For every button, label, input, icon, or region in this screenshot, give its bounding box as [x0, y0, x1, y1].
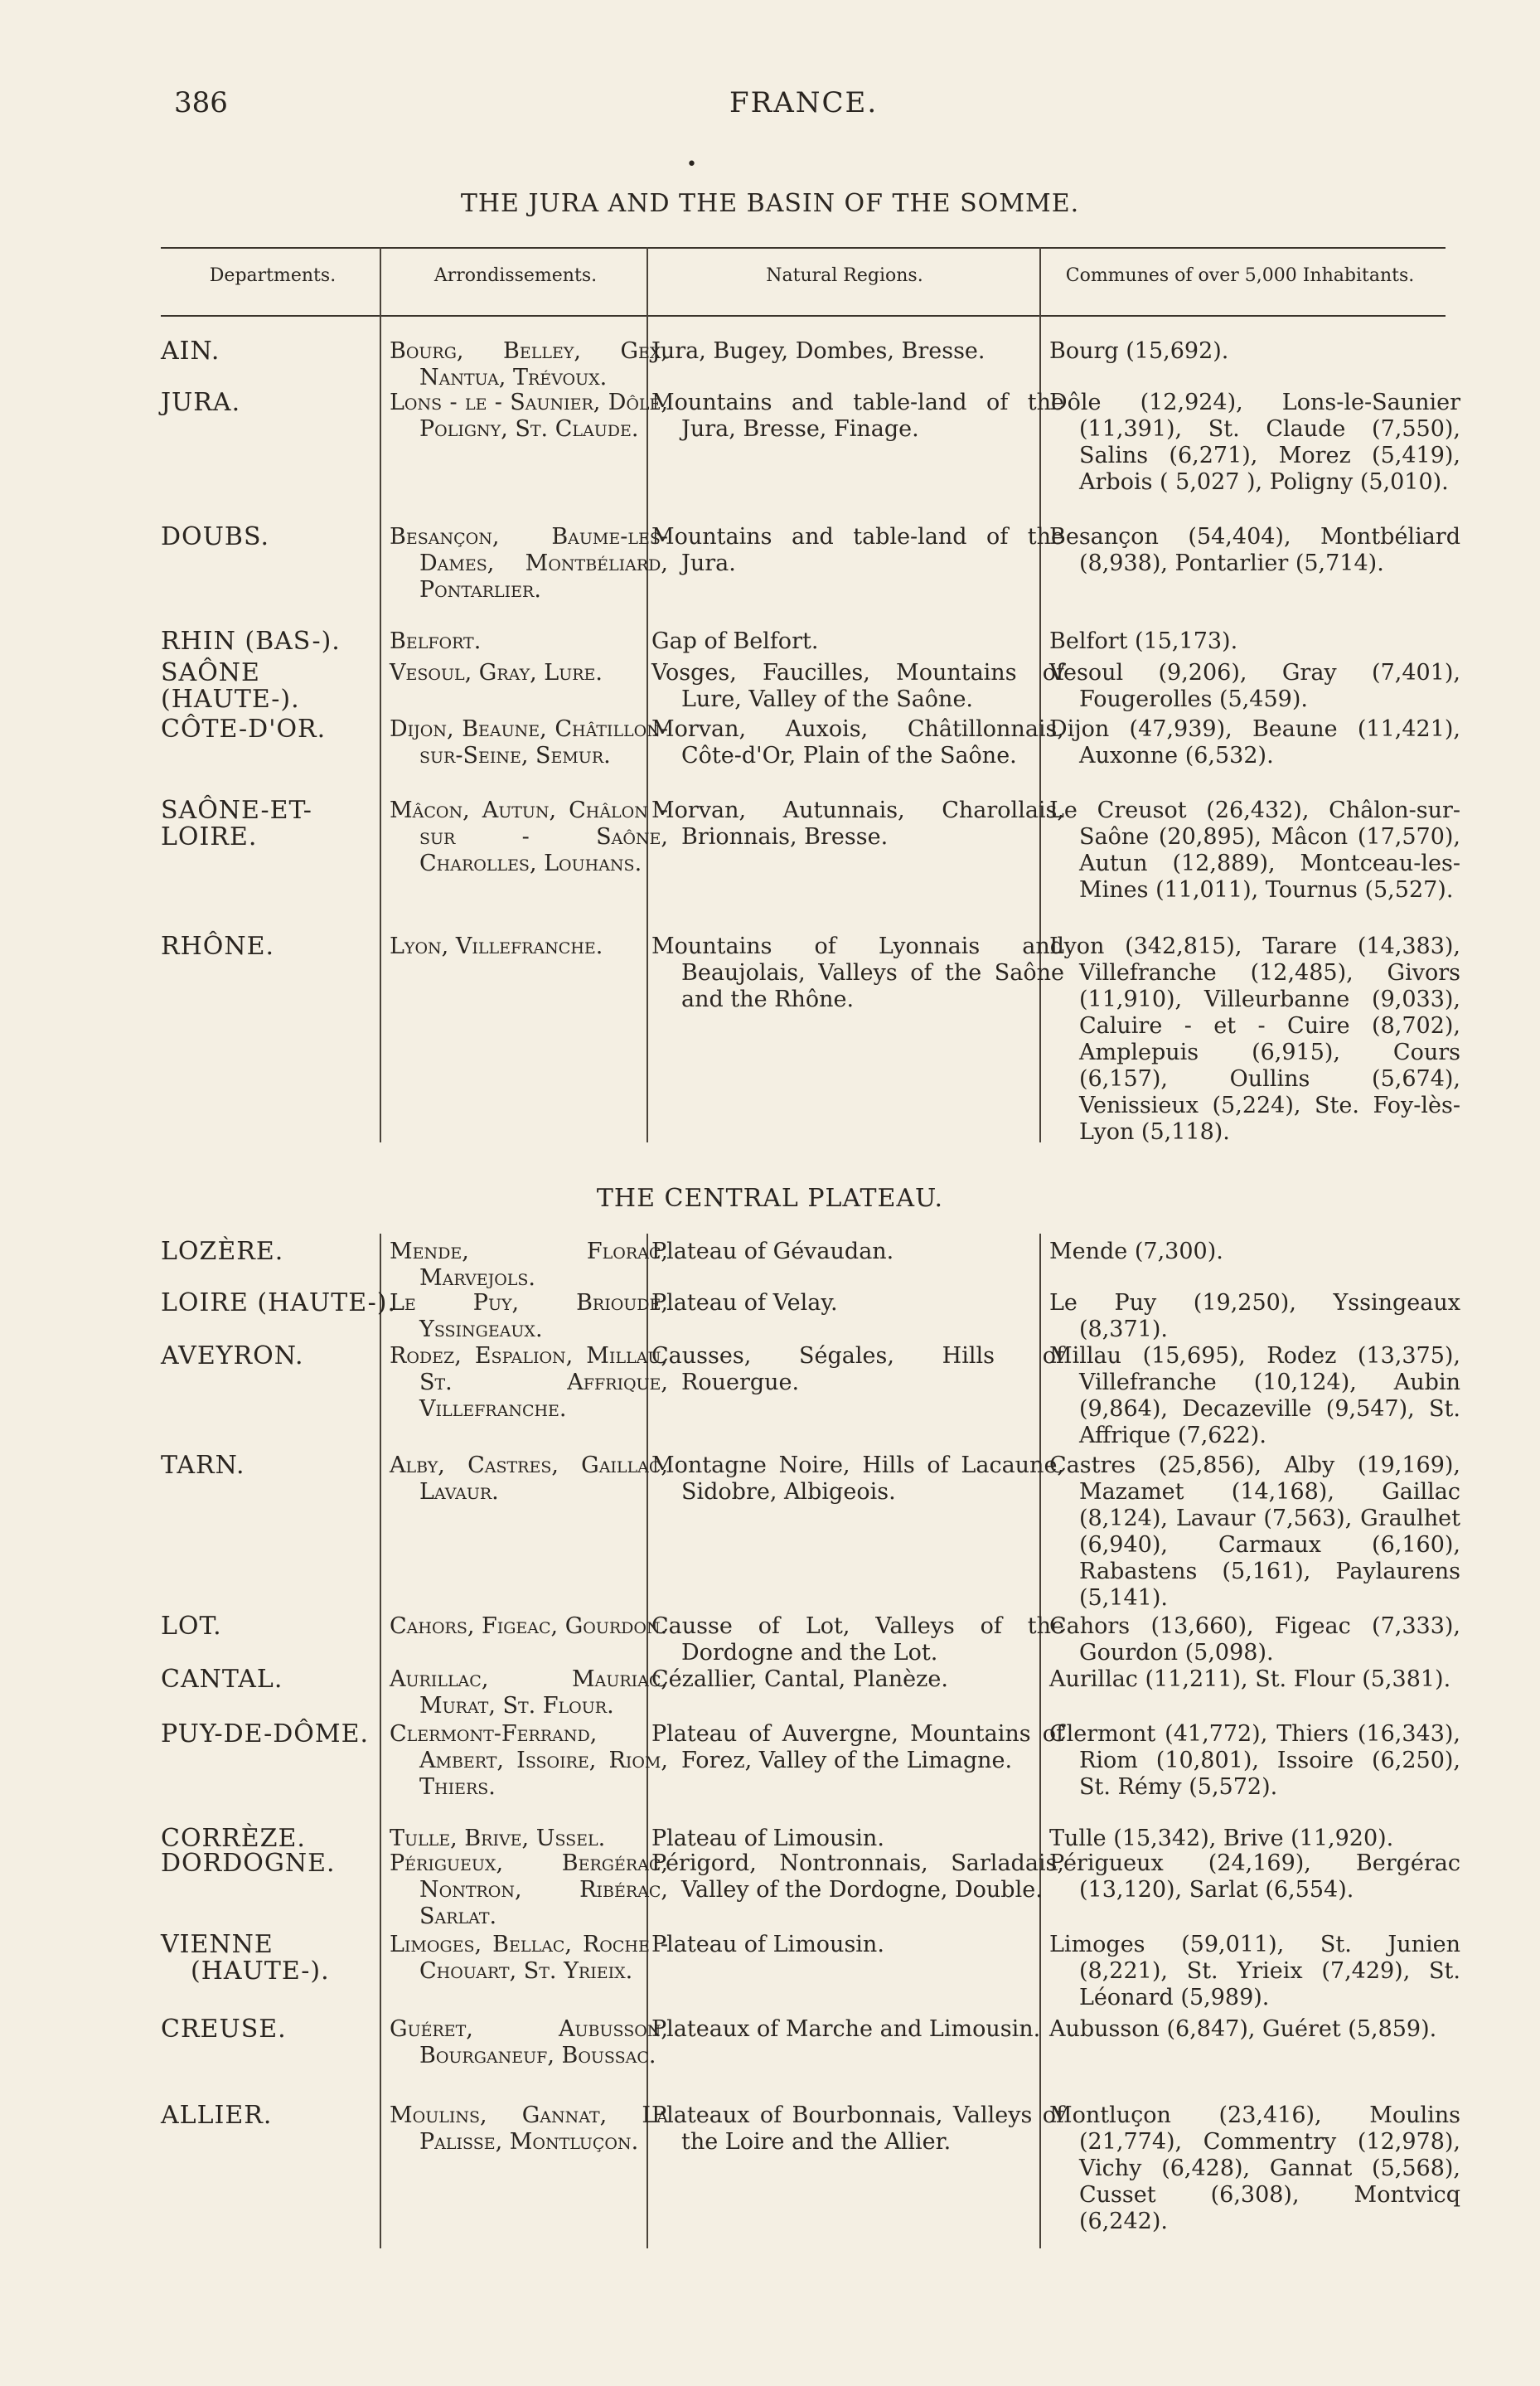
arrondissements-cell: Limoges, Bellac, Roche - Chouart, St. Yrieix. [390, 1932, 668, 1984]
arrondissements-cell: Guéret, Aubusson, Bourganeuf, Boussac. [390, 2016, 668, 2068]
natural-regions-cell: Plateaux of Marche and Limousin. [651, 2016, 1041, 2042]
department-cell: PUY-DE-DÔME. [161, 1719, 370, 1748]
communes-cell: Limoges (59,011), St. Junien (8,221), St. Yrieix (7,429), St. Léonard (5,989). [1049, 1932, 1460, 2010]
table-top-rule [161, 247, 1446, 249]
printer-dot: • [686, 154, 697, 175]
arrondissements-cell: Bourg, Belley, Gex, Nantua, Trévoux. [390, 338, 668, 390]
arrondissements-cell: Moulins, Gannat, La Palisse, Montluçon. [390, 2102, 668, 2155]
column-rule [380, 247, 381, 1142]
communes-cell: Belfort (15,173). [1049, 628, 1238, 654]
natural-regions-cell: Mountains and table-land of the Jura, Bresse, Finage. [651, 390, 1064, 442]
section-title-central-plateau: THE CENTRAL PLATEAU. [596, 1184, 944, 1213]
communes-cell: Bourg (15,692). [1049, 338, 1229, 364]
department-cell: ALLIER. [161, 2101, 273, 2130]
communes-cell: Le Puy (19,250), Yssingeaux (8,371). [1049, 1290, 1460, 1342]
natural-regions-cell: Plateau of Auvergne, Mountains of Forez, Valley of the Limagne. [651, 1721, 1064, 1773]
communes-cell: Montluçon (23,416), Moulins (21,774), Commentry (12,978), Vichy (6,428), Gannat (5,568), Cusset (6,308), Montvicq (6,242). [1049, 2102, 1460, 2234]
communes-cell: Aurillac (11,211), St. Flour (5,381). [1049, 1666, 1451, 1692]
natural-regions-cell: Plateau of Limousin. [651, 1826, 884, 1851]
department-cell: DOUBS. [161, 522, 269, 551]
communes-cell: Périgueux (24,169), Bergérac (13,120), Sarlat (6,554). [1049, 1850, 1460, 1903]
communes-cell: Castres (25,856), Alby (19,169), Mazamet (14,168), Gaillac (8,124), Lavaur (7,563), Graulhet (6,940), Carmaux (6,160), Rabastens (5,161), Paylaurens (5,141). [1049, 1452, 1460, 1611]
department-cell: RHIN (BAS-). [161, 627, 341, 656]
column-header-arrondissements: Arrondissements. [433, 265, 598, 286]
natural-regions-cell: Plateau of Velay. [651, 1290, 838, 1316]
department-cell: AIN. [161, 337, 220, 366]
communes-cell: Dijon (47,939), Beaune (11,421), Auxonne (6,532). [1049, 716, 1460, 769]
arrondissements-cell: Vesoul, Gray, Lure. [390, 660, 603, 686]
department-cell: DORDOGNE. [161, 1849, 336, 1878]
natural-regions-cell: Montagne Noire, Hills of Lacaune, Sidobre, Albigeois. [651, 1452, 1064, 1505]
arrondissements-cell: Dijon, Beaune, Châtillon-sur-Seine, Semur. [390, 716, 668, 769]
section-title-jura: THE JURA AND THE BASIN OF THE SOMME. [460, 189, 1080, 218]
arrondissements-cell: Périgueux, Bergérac, Nontron, Ribérac, Sarlat. [390, 1850, 668, 1929]
natural-regions-cell: Causse of Lot, Valleys of the Dordogne and the Lot. [651, 1613, 1064, 1666]
communes-cell: Clermont (41,772), Thiers (16,343), Riom (10,801), Issoire (6,250), St. Rémy (5,572). [1049, 1721, 1460, 1800]
column-header-natural-regions: Natural Regions. [766, 265, 923, 286]
department-cell: SAÔNE (HAUTE-). [161, 658, 300, 714]
natural-regions-cell: Périgord, Nontronnais, Sarladais, Valley of the Dordogne, Double. [651, 1850, 1064, 1903]
natural-regions-cell: Vosges, Faucilles, Mountains of Lure, Valley of the Saône. [651, 660, 1064, 712]
department-cell: CREUSE. [161, 2015, 287, 2044]
communes-cell: Besançon (54,404), Montbéliard (8,938), Pontarlier (5,714). [1049, 524, 1460, 576]
natural-regions-cell: Plateaux of Bourbonnais, Valleys of the Loire and the Allier. [651, 2102, 1064, 2155]
communes-cell: Lyon (342,815), Tarare (14,383), Villefranche (12,485), Givors (11,910), Villeurbanne (9,033), Caluire - et - Cuire (8,702), Amplepuis (6,915), Cours (6,157), Oullins (5,674), Venissieux (5,224), Ste. Foy-lès-Lyon (5,118). [1049, 934, 1460, 1145]
natural-regions-cell: Causses, Ségales, Hills of Rouergue. [651, 1343, 1064, 1395]
arrondissements-cell: Alby, Castres, Gaillac, Lavaur. [390, 1452, 668, 1505]
natural-regions-cell: Cézallier, Cantal, Planèze. [651, 1666, 948, 1692]
communes-cell: Vesoul (9,206), Gray (7,401), Fougerolles (5,459). [1049, 660, 1460, 712]
arrondissements-cell: Cahors, Figeac, Gourdon. [390, 1613, 668, 1639]
department-cell: RHÔNE. [161, 932, 275, 961]
page-number: 386 [174, 86, 228, 119]
natural-regions-cell: Jura, Bugey, Dombes, Bresse. [651, 338, 986, 364]
department-cell: LOIRE (HAUTE-). [161, 1288, 397, 1317]
natural-regions-cell: Plateau of Gévaudan. [651, 1239, 894, 1264]
department-cell: AVEYRON. [161, 1341, 304, 1370]
department-cell: CÔTE-D'OR. [161, 715, 327, 744]
department-cell: SAÔNE-ET-LOIRE. [161, 796, 312, 851]
header-bottom-rule [161, 315, 1446, 317]
natural-regions-cell: Morvan, Auxois, Châtillonnais, Côte-d'Or, Plain of the Saône. [651, 716, 1064, 769]
column-header-communes: Communes of over 5,000 Inhabitants. [1065, 265, 1415, 286]
department-cell: LOT. [161, 1612, 222, 1641]
natural-regions-cell: Gap of Belfort. [651, 628, 819, 654]
arrondissements-cell: Lons - le - Saunier, Dôle, Poligny, St. Claude. [390, 390, 668, 442]
arrondissements-cell: Mâcon, Autun, Châlon - sur - Saône, Charolles, Louhans. [390, 798, 668, 876]
department-cell: LOZÈRE. [161, 1237, 284, 1266]
communes-cell: Mende (7,300). [1049, 1239, 1223, 1264]
arrondissements-cell: Besançon, Baume-les-Dames, Montbéliard, Pontarlier. [390, 524, 668, 603]
running-head: FRANCE. [729, 86, 879, 119]
communes-cell: Le Creusot (26,432), Châlon-sur-Saône (20,895), Mâcon (17,570), Autun (12,889), Montceau-les-Mines (11,011), Tournus (5,527). [1049, 798, 1460, 903]
communes-cell: Dôle (12,924), Lons-le-Saunier (11,391), St. Claude (7,550), Salins (6,271), Morez (5,419), Arbois ( 5,027 ), Poligny (5,010). [1049, 390, 1460, 495]
department-cell: VIENNE (HAUTE-). [161, 1930, 330, 1986]
communes-cell: Tulle (15,342), Brive (11,920). [1049, 1826, 1394, 1851]
arrondissements-cell: Belfort. [390, 628, 482, 654]
communes-cell: Cahors (13,660), Figeac (7,333), Gourdon (5,098). [1049, 1613, 1460, 1666]
arrondissements-cell: Aurillac, Mauriac, Murat, St. Flour. [390, 1666, 668, 1719]
natural-regions-cell: Mountains of Lyonnais and Beaujolais, Valleys of the Saône and the Rhône. [651, 934, 1064, 1012]
department-cell: JURA. [161, 388, 241, 417]
department-cell: TARN. [161, 1451, 245, 1480]
arrondissements-cell: Clermont-Ferrand, Ambert, Issoire, Riom, Thiers. [390, 1721, 668, 1800]
arrondissements-cell: Le Puy, Brioude, Yssingeaux. [390, 1290, 668, 1342]
communes-cell: Aubusson (6,847), Guéret (5,859). [1049, 2016, 1437, 2042]
natural-regions-cell: Plateau of Limousin. [651, 1932, 884, 1957]
arrondissements-cell: Mende, Florac, Marvejols. [390, 1239, 668, 1291]
arrondissements-cell: Lyon, Villefranche. [390, 934, 603, 959]
arrondissements-cell: Rodez, Espalion, Millau, St. Affrique, Villefranche. [390, 1343, 668, 1422]
department-cell: CANTAL. [161, 1665, 283, 1694]
communes-cell: Millau (15,695), Rodez (13,375), Villefranche (10,124), Aubin (9,864), Decazeville (9,547), St. Affrique (7,622). [1049, 1343, 1460, 1448]
arrondissements-cell: Tulle, Brive, Ussel. [390, 1826, 606, 1851]
natural-regions-cell: Morvan, Autunnais, Charollais, Brionnais, Bresse. [651, 798, 1064, 850]
department-cell: CORRÈZE. [161, 1824, 306, 1853]
column-header-departments: Departments. [209, 265, 337, 286]
natural-regions-cell: Mountains and table-land of the Jura. [651, 524, 1064, 576]
